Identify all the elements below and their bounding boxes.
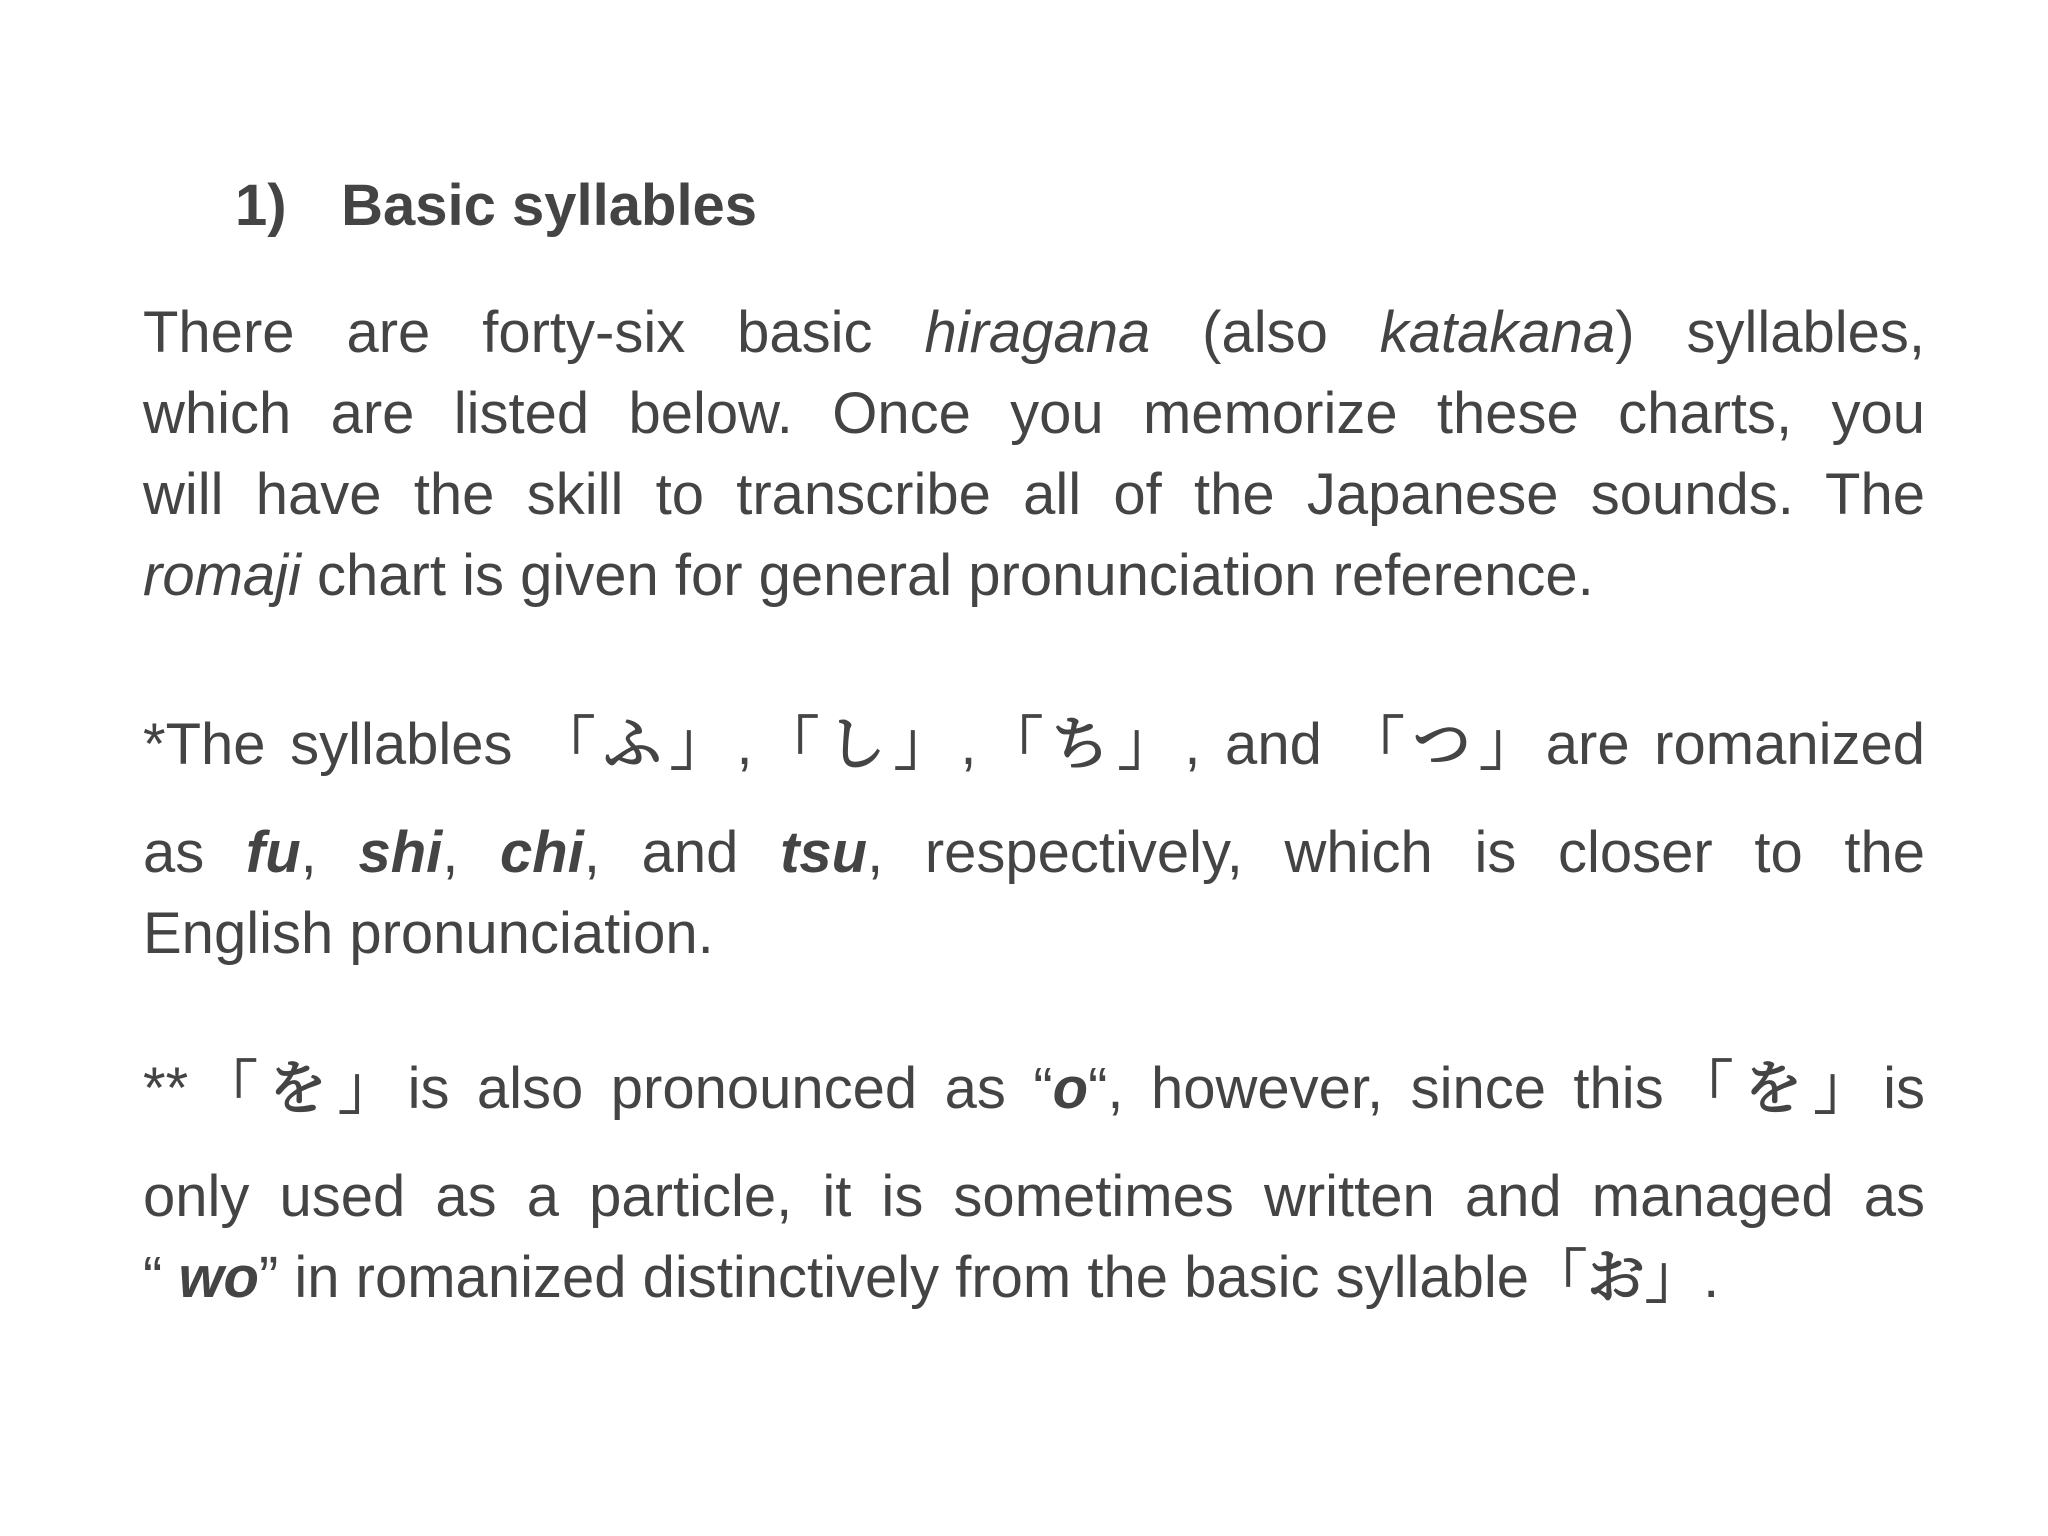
text-run: ** xyxy=(143,1056,189,1121)
text-run: ) syllables, xyxy=(1615,300,1925,365)
romaji-fu: fu xyxy=(245,820,301,885)
hiragana-term: hiragana xyxy=(924,300,1151,365)
note1-line-1 xyxy=(143,690,1925,799)
text-run: is also pronounced as “ xyxy=(407,1056,1053,1121)
section-number: 1) xyxy=(235,173,287,238)
text-run: There are forty-six basic xyxy=(143,300,925,365)
intro-line-1 xyxy=(143,292,1925,373)
kana-o: 「お」 xyxy=(1529,1243,1704,1311)
intro-line-3: will have the skill to transcribe all of the Japanese sounds. The xyxy=(143,462,1925,527)
text-run: , and xyxy=(583,820,781,885)
separator: , xyxy=(960,712,977,777)
romaji-tsu: tsu xyxy=(780,820,868,885)
romaji-o: o xyxy=(1052,1056,1089,1121)
text-run: chart is given for general pronunciation reference. xyxy=(300,543,1594,608)
separator: , xyxy=(736,712,753,777)
section-title: Basic syllables xyxy=(341,173,758,238)
text-run: , and xyxy=(1184,712,1347,777)
separator: , xyxy=(300,820,359,885)
text-run: are romanized xyxy=(1545,712,1925,777)
wo-particle-note xyxy=(143,1034,1925,1318)
text-run: is xyxy=(1883,1056,1925,1121)
note1-line-3: English pronunciation. xyxy=(143,901,714,966)
text-run: as xyxy=(143,820,246,885)
kana-shi: 「し」 xyxy=(752,710,961,778)
romaji-wo: wo xyxy=(178,1245,259,1310)
section-heading xyxy=(235,172,757,239)
text-run: ” in romanized distinctively from the basic syllable xyxy=(258,1245,1530,1310)
text-run: (also xyxy=(1150,300,1380,365)
intro-line-2: which are listed below. Once you memorize these charts, you xyxy=(143,381,1925,446)
katakana-term: katakana xyxy=(1379,300,1616,365)
text-run: *The syllables xyxy=(143,712,538,777)
note1-line-2 xyxy=(143,799,1925,907)
kana-fu: 「ふ」 xyxy=(537,710,737,778)
note2-line-2: only used as a particle, it is sometimes written and managed as xyxy=(143,1164,1925,1229)
romaji-shi: shi xyxy=(358,820,443,885)
text-run: , respectively, which is closer to the xyxy=(867,820,1926,885)
note2-line-3 xyxy=(143,1237,1925,1318)
romaji-chi: chi xyxy=(500,820,584,885)
note2-line-1 xyxy=(143,1034,1925,1143)
separator: , xyxy=(442,820,501,885)
text-run: “ xyxy=(143,1245,179,1310)
kana-wo: 「を」 xyxy=(1663,1054,1884,1122)
romanization-note xyxy=(143,690,1925,974)
kana-chi: 「ち」 xyxy=(976,710,1185,778)
kana-wo: 「を」 xyxy=(188,1054,408,1122)
text-run: “, however, since this xyxy=(1088,1056,1664,1121)
text-run: . xyxy=(1703,1245,1720,1310)
romaji-term: romaji xyxy=(143,543,301,608)
intro-line-4 xyxy=(143,535,1925,616)
kana-tsu: 「つ」 xyxy=(1346,710,1546,778)
intro-paragraph xyxy=(143,292,1925,616)
